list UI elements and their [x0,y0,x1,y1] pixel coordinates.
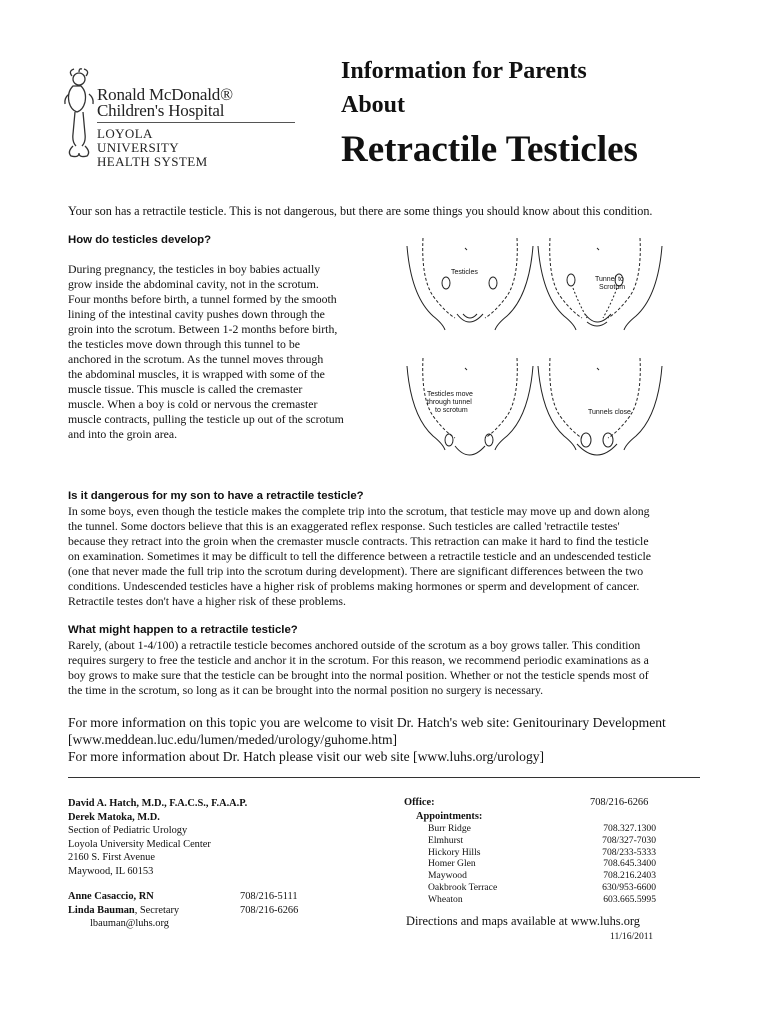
address-line: Loyola University Medical Center [68,838,211,850]
footer-doctors [68,797,318,878]
footer-contacts [68,890,318,917]
appointment-phone: 708.216.2403 [603,870,656,882]
directions-text: Directions and maps available at www.luhs.org [406,914,640,928]
section-body-what-might-happen [68,638,693,698]
text-line: (one that never made the full trip into the scrotum during development). There are significant differences between the two [68,564,644,578]
text-line: on examination. Sometimes it may be difficult to tell the difference between a retractile testicle and an undescended testicle [68,549,651,563]
diagram-label-move-1: Testicles move [427,391,473,398]
appointment-row [428,894,656,906]
logo-text-line-1: Ronald McDonald® [97,85,233,104]
appointment-phone: 603.665.5995 [603,893,656,905]
section-body-dangerous [68,504,693,609]
more-info-link-line: [www.meddean.luc.edu/lumen/meded/urology/guhome.htm] [68,732,398,747]
address-line: 2160 S. First Avenue [68,852,155,863]
text-line: Four months before birth, a tunnel formed by the smooth [68,292,337,306]
diagram-label-close: Tunnels close [588,409,631,416]
doctor-name: David A. Hatch, M.D., F.A.C.S., F.A.A.P. [68,798,248,809]
diagram-label-move-3: to scrotum [435,407,468,414]
appointment-row [428,835,656,847]
section-body-develop [68,262,358,442]
office-phone: 708/216-6266 [590,797,649,808]
appointment-phone: 708.327.1300 [603,823,656,834]
document-date: 11/16/2011 [610,931,653,942]
appointment-place: Wheaton [428,893,463,905]
address-line: Section of Pediatric Urology [68,825,188,836]
contact-row [68,890,318,904]
page-title: Retractile Testicles [341,129,638,170]
text-line: grow inside the abdominal cavity, not in the scrotum. [68,277,319,291]
appointment-row [428,882,656,894]
text-line: lining of the intestinal cavity pushes down through the [68,307,325,321]
testicle-development-diagram [405,232,705,472]
more-info [68,714,708,765]
diagram-label-tunnel-2: Scrotum [599,284,626,291]
logo-text-line-5: HEALTH SYSTEM [97,154,208,169]
doctor-name: Derek Matoka, M.D. [68,811,160,823]
contact-row [68,904,318,918]
title-line-1: Information for Parents [341,58,587,84]
text-line: Retractile testes don't have a higher risk of these problems. [68,594,346,608]
appointments-list [428,823,656,906]
ronald-mcdonald-logo-icon [62,68,96,168]
text-line: muscle. When a boy is cold or nervous the cremaster [68,397,318,411]
contact-name: Anne Casaccio, RN [68,891,154,902]
appointment-row [428,870,656,882]
text-line: the tunnel. Some doctors believe that this is an exaggerated reflex response. Such testicles are called 'retractile testes' [68,519,620,533]
contact-phone: 708/216-6266 [240,904,299,916]
diagram-panel-move [407,358,533,455]
contact-role: , Secretary [134,904,180,916]
appointment-phone: 708/233-5333 [602,846,656,858]
appointment-place: Oakbrook Terrace [428,881,498,893]
appointment-row [428,847,656,859]
text-line: the abdominal muscles, it is wrapped with some of the [68,367,325,381]
appointment-phone: 630/953-6600 [602,881,656,893]
section-heading-what-might-happen: What might happen to a retractile testicle? [68,624,298,636]
text-line: requires surgery to free the testicle and anchor it in the scrotum. For this reason, we recommend periodic examinations as a [68,653,649,667]
footer-divider [68,777,700,778]
office-label: Office: [404,797,435,808]
text-line: boy grows to make sure that the testicle can be brought into the normal position. Whether or not the testicle spends most of [68,668,649,682]
diagram-label-testicles: Testicles [451,269,478,276]
diagram-panel-testicles [407,238,533,330]
text-line: During pregnancy, the testicles in boy babies actually [68,262,321,276]
logo-text-line-3: LOYOLA [97,126,153,141]
text-line: the testicles move down through this tunnel to be [68,337,300,351]
appointments-label: Appointments: [416,811,483,822]
contact-email-link[interactable]: lbauman@luhs.org [90,918,169,929]
appointment-place: Elmhurst [428,834,464,846]
text-line: Rarely, (about 1-4/100) a retractile testicle becomes anchored outside of the scrotum as a boy grows taller. This condition [68,638,641,652]
text-line: muscle contracts, pulling the testicle up out of the scrotum [68,412,344,426]
text-line: conditions. Undescended testicles have a higher risk of problems making hormones or sperm and development of cancer. [68,579,640,593]
text-line: muscle tissue. This muscle is called the cremaster [68,382,303,396]
diagram-panel-close [538,358,662,455]
diagram-label-move-2: through tunnel [427,399,472,406]
contact-name: Linda Bauman [68,904,135,916]
address-line: Maywood, IL 60153 [68,865,154,877]
text-line: anchored in the scrotum. As the tunnel moves through [68,352,324,366]
appointment-row [428,858,656,870]
section-heading-develop: How do testicles develop? [68,234,212,246]
appointment-row [428,823,656,835]
appointment-phone: 708.645.3400 [603,858,656,870]
text-line: and into the groin area. [68,427,178,441]
intro-text: Your son has a retractile testicle. This is not dangerous, but there are some things you should know about this condition. [68,204,653,218]
more-info-line: For more information on this topic you are welcome to visit Dr. Hatch's web site: Genitourinary Development [68,715,666,730]
appointment-place: Burr Ridge [428,823,471,834]
logo-text-line-4: UNIVERSITY [97,140,179,155]
contact-phone: 708/216-5111 [240,891,298,902]
logo-divider [97,122,295,123]
diagram-label-tunnel-1: Tunnel to [595,276,624,283]
text-line: because they retract into the groin when the cremaster muscle contracts. This retraction can make it hard to find the testicle [68,534,649,548]
logo-text-line-2: Children's Hospital [97,101,225,120]
appointment-phone: 708/327-7030 [602,834,656,846]
section-heading-dangerous: Is it dangerous for my son to have a retractile testicle? [68,490,364,502]
more-info-line: For more information about Dr. Hatch please visit our web site [www.luhs.org/urology] [68,749,545,764]
appointment-place: Maywood [428,870,467,882]
text-line: groin into the scrotum. Between 1-2 months before birth, [68,322,338,336]
text-line: the time in the scrotum, so long as it can be brought into the normal position no surgery is necessary. [68,683,544,697]
appointment-place: Homer Glen [428,858,476,870]
text-line: In some boys, even though the testicle makes the complete trip into the scrotum, that testicle may move up and down along [68,504,650,518]
appointment-place: Hickory Hills [428,846,481,858]
title-line-2: About [341,92,406,118]
